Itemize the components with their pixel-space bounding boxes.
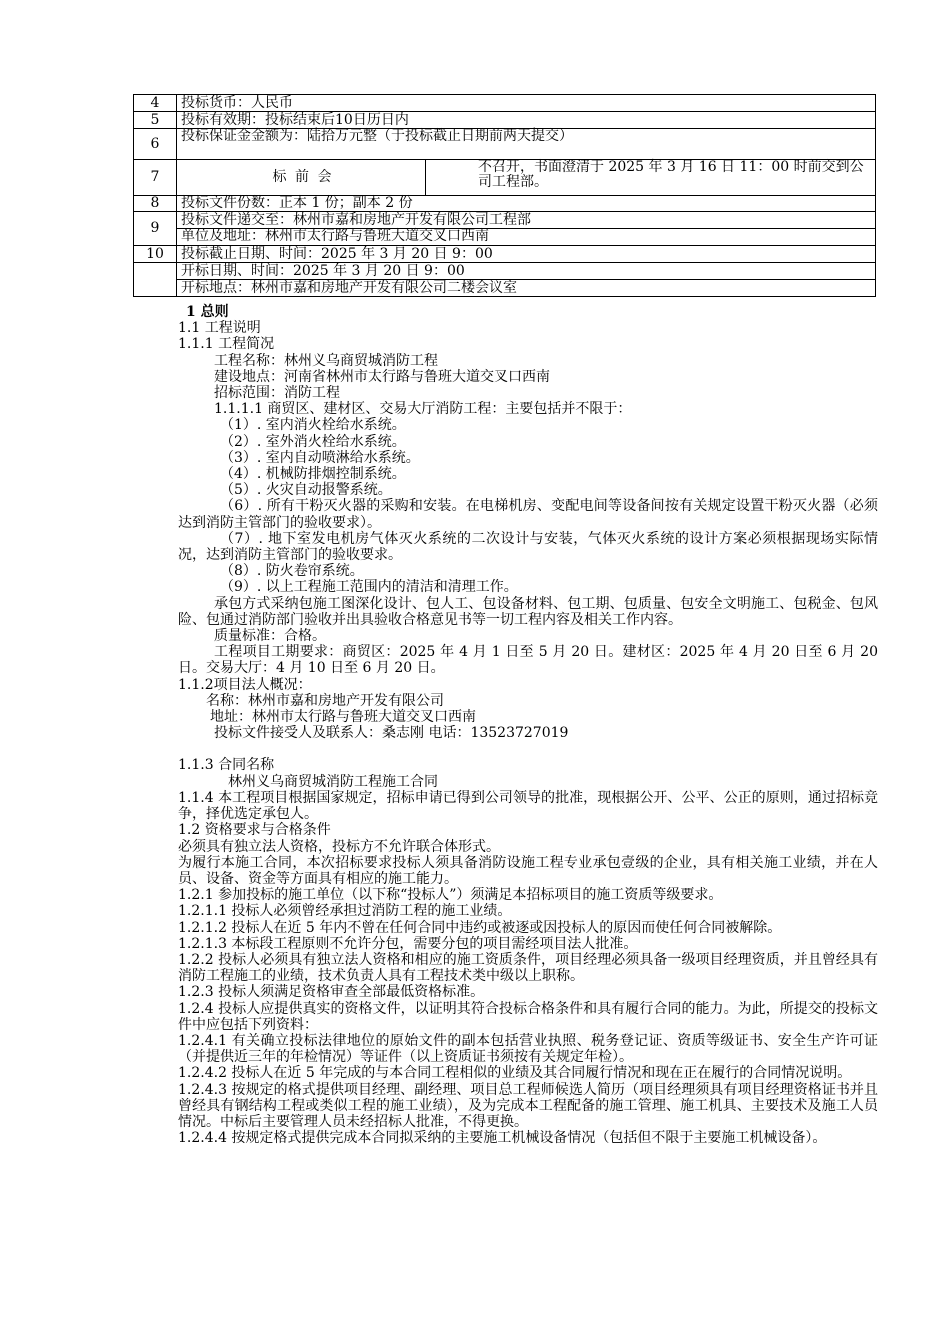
paragraph: 1.2.1.2 投标人在近 5 年内不曾在任何合同中违约或被逐或因投标人的原因而使任何合同被解除。	[178, 919, 782, 936]
project-location: 建设地点：河南省林州市太行路与鲁班大道交叉口西南	[214, 368, 550, 385]
table-row	[134, 112, 876, 129]
row-number: 8	[134, 196, 177, 212]
paragraph: 1.2.1 参加投标的施工单位（以下称“投标人”）须满足本招标项目的施工资质等级要求。	[178, 887, 723, 904]
row-number: 6	[134, 129, 177, 160]
owner-name: 名称：林州市嘉和房地产开发有限公司	[206, 692, 444, 709]
row-text: 开标日期、时间：2025 年 3 月 20 日 9：00	[177, 263, 876, 280]
paragraph: 1.1.4 本工程项目根据国家规定，招标申请已得到公司领导的批准，现根据公开、公平、公正的原则，通过招标竞争，择优选定承包人。	[178, 789, 878, 823]
paragraph: 1.2.4.3 按规定的格式提供项目经理、副经理、项目总工程师候选人简历（项目经理须具有项目经理资格证书并且曾经具有钢结构工程或类似工程的施工业绩），及为完成本工程配备的施工管理、施工机具、主要技术及施工人员情况。中标后主要管理人员未经招标人批准，不得更换。	[178, 1081, 878, 1130]
list-item: （6）. 所有干粉灭火器的采购和安装。在电梯机房、变配电间等设备间按有关规定设置干粉灭火器（必须达到消防主管部门的验收要求）。	[178, 498, 878, 531]
list-item: （7）. 地下室发电机房气体灭火系统的二次设计与安装，气体灭火系统的设计方案必须根据现场实际情况，达到消防主管部门的验收要求。	[178, 530, 878, 564]
row-text: 投标截止日期、时间：2025 年 3 月 20 日 9：00	[177, 246, 876, 263]
project-scope: 招标范围：消防工程	[214, 385, 340, 402]
paragraph: 1.2.4.2 投标人在近 5 年完成的与本合同工程相似的业绩及其合同履行情况和现在正在履行的合同情况说明。	[178, 1065, 852, 1082]
list-item: （2）. 室外消火栓给水系统。	[220, 433, 406, 450]
subsection-heading: 1.1 工程说明	[178, 320, 261, 337]
list-item: （3）. 室内自动喷淋给水系统。	[220, 449, 420, 466]
subsection-heading: 1.2 资格要求与合格条件	[178, 822, 331, 839]
paragraph: 1.2.1.1 投标人必须曾经承担过消防工程的施工业绩。	[178, 903, 512, 920]
row-label: 标 前 会	[177, 160, 426, 196]
row-value: 不召开，书面澄清于 2025 年 3 月 16 日 11：00 时前交到公司工程部。	[426, 160, 876, 196]
schedule: 工程项目工期要求：商贸区：2025 年 4 月 1 日至 5 月 20 日。建材区：2025 年 4 月 20 日至 6 月 20 日。交易大厅：4 月 10 日至 6 月 20 日。	[178, 644, 878, 677]
row-number	[134, 263, 177, 297]
row-text: 投标货币：人民币	[177, 95, 876, 112]
section-heading: 1 总则	[186, 304, 229, 320]
row-number: 5	[134, 112, 177, 129]
scope-heading: 1.1.1.1 商贸区、建材区、交易大厅消防工程：主要包括并不限于：	[214, 401, 632, 418]
paragraph: 必须具有独立法人资格，投标方不允许联合体形式。	[178, 838, 500, 855]
subsection-heading: 1.1.2项目法人概况：	[178, 676, 312, 693]
table-row	[134, 246, 876, 263]
row-text: 开标地点：林州市嘉和房地产开发有限公司二楼会议室	[177, 280, 876, 297]
table-row	[134, 95, 876, 112]
contract-mode: 承包方式采纳包施工图深化设计、包人工、包设备材料、包工期、包质量、包安全文明施工、包税金、包风险、包通过消防部门验收并出具验收合格意见书等一切工程内容及相关工作内容。	[178, 595, 878, 628]
project-name: 工程名称：林州义乌商贸城消防工程	[214, 352, 438, 369]
subsection-heading: 1.1.3 合同名称	[178, 757, 275, 774]
table-row	[134, 280, 876, 297]
list-item: （4）. 机械防排烟控制系统。	[220, 466, 406, 483]
list-item: （8）. 防火卷帘系统。	[220, 563, 364, 580]
quality-standard: 质量标准：合格。	[214, 628, 326, 645]
paragraph: 1.2.4 投标人应提供真实的资格文件，以证明其符合投标合格条件和具有履行合同的能力。为此，所提交的投标文件中应包括下列资料：	[178, 1000, 878, 1033]
list-item: （5）. 火灾自动报警系统。	[220, 482, 392, 499]
table-row	[134, 160, 876, 196]
row-text: 投标有效期：投标结束后10日历日内	[177, 112, 876, 129]
paragraph: 1.2.1.3 本标段工程原则不允许分包，需要分包的项目需经项目法人批准。	[178, 935, 638, 952]
body-text	[178, 304, 878, 1146]
row-text: 投标文件份数：正本 1 份；副本 2 份	[177, 196, 876, 212]
subsection-heading: 1.1.1 工程简况	[178, 336, 275, 353]
row-number: 4	[134, 95, 177, 112]
row-number: 10	[134, 246, 177, 263]
paragraph: 1.2.4.1 有关确立投标法律地位的原始文件的副本包括营业执照、税务登记证、资质等级证书、安全生产许可证（并提供近三年的年检情况）等证件（以上资质证书须按有关规定年检）。	[178, 1032, 878, 1066]
contact-info: 投标文件接受人及联系人：桑志刚 电话：13523727019	[214, 725, 569, 742]
row-text-multi	[177, 212, 876, 246]
owner-address: 地址：林州市太行路与鲁班大道交叉口西南	[210, 709, 476, 726]
table-row	[134, 129, 876, 160]
table-row	[134, 212, 876, 246]
row-line: 投标文件递交至：林州市嘉和房地产开发有限公司工程部	[181, 212, 531, 228]
bid-info-table	[133, 94, 876, 297]
list-item: （1）. 室内消火栓给水系统。	[220, 417, 406, 434]
table-row	[134, 263, 876, 280]
paragraph: 为履行本施工合同，本次招标要求投标人须具备消防设施工程专业承包壹级的企业，具有相关施工业绩，并在人员、设备、资金等方面具有相应的施工能力。	[178, 854, 878, 887]
contract-name: 林州义乌商贸城消防工程施工合同	[228, 773, 438, 790]
paragraph: 1.2.4.4 按规定格式提供完成本合同拟采纳的主要施工机械设备情况（包括但不限于主要施工机械设备）。	[178, 1130, 827, 1147]
table-row	[134, 196, 876, 212]
row-number: 7	[134, 160, 177, 196]
paragraph: 1.2.2 投标人必须具有独立法人资格和相应的施工资质条件，项目经理必须具备一级项目经理资质，并且曾经具有消防工程施工的业绩，技术负责人具有工程技术类中级以上职称。	[178, 951, 878, 985]
paragraph: 1.2.3 投标人须满足资格审查全部最低资格标准。	[178, 984, 485, 1001]
row-number: 9	[134, 212, 177, 246]
list-item: （9）. 以上工程施工范围内的清洁和清理工作。	[220, 579, 518, 596]
row-line: 单位及地址：林州市太行路与鲁班大道交叉口西南	[177, 228, 875, 244]
row-text: 投标保证金金额为：陆拾万元整（于投标截止日期前两天提交）	[177, 129, 876, 160]
